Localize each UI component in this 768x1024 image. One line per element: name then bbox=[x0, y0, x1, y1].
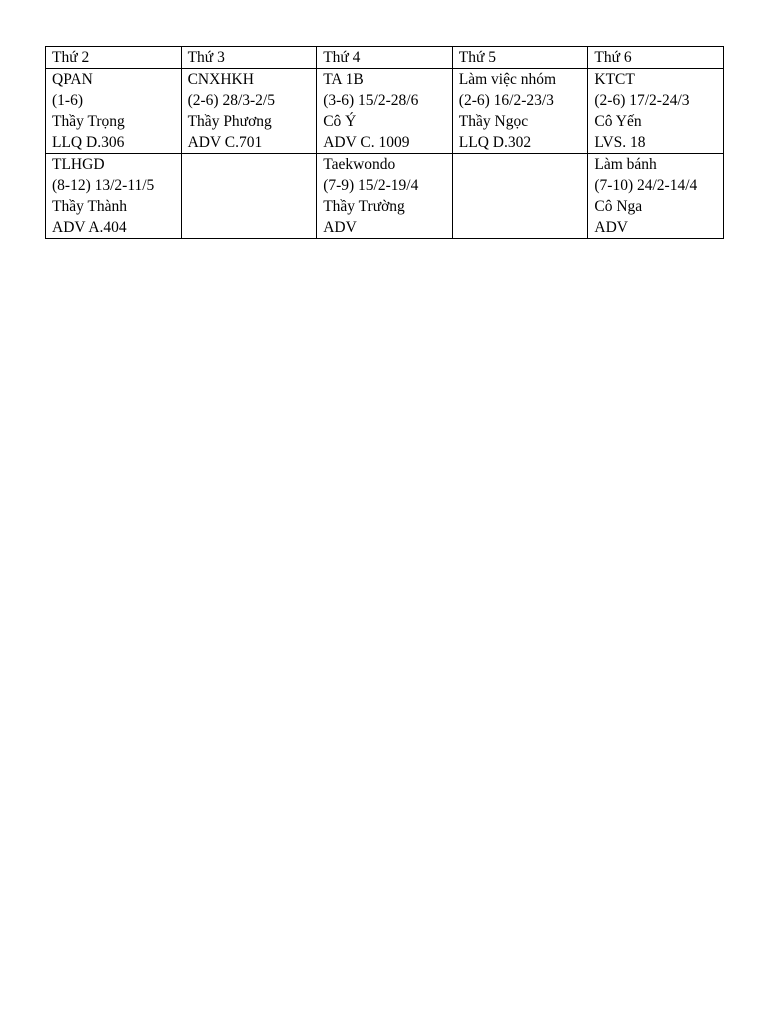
class-cell-thu-5 bbox=[452, 69, 588, 154]
course-name: QPAN bbox=[52, 71, 93, 88]
course-schedule: (8-12) 13/2-11/5 bbox=[52, 177, 155, 194]
course-name: TLHGD bbox=[52, 156, 105, 173]
course-schedule: (2-6) 28/3-2/5 bbox=[187, 92, 275, 109]
class-cell-thu-4 bbox=[317, 154, 453, 239]
course-teacher: Cô Yến bbox=[594, 113, 642, 130]
header-cell-thu-5: Thứ 5 bbox=[452, 47, 588, 69]
course-teacher: Thầy Trọng bbox=[52, 113, 125, 130]
course-room: ADV bbox=[323, 219, 357, 236]
course-schedule: (7-10) 24/2-14/4 bbox=[594, 177, 698, 194]
course-teacher: Cô Ý bbox=[323, 113, 357, 130]
course-name: TA 1B bbox=[323, 71, 364, 88]
empty-cell-thu-5 bbox=[452, 154, 588, 239]
course-name: Làm bánh bbox=[594, 156, 657, 173]
course-room: ADV bbox=[594, 219, 628, 236]
course-schedule: (7-9) 15/2-19/4 bbox=[323, 177, 419, 194]
table-row bbox=[46, 69, 724, 154]
table-header-row bbox=[46, 47, 724, 69]
course-room: LVS. 18 bbox=[594, 134, 646, 151]
class-cell-thu-6 bbox=[588, 154, 724, 239]
course-teacher: Thầy Ngọc bbox=[458, 113, 529, 130]
course-schedule: (1-6) bbox=[52, 92, 83, 109]
class-cell-thu-6 bbox=[588, 69, 724, 154]
class-cell-thu-3 bbox=[181, 69, 317, 154]
course-teacher: Thầy Trường bbox=[323, 198, 405, 215]
schedule-table bbox=[45, 46, 724, 239]
class-cell-thu-2 bbox=[46, 154, 182, 239]
course-teacher: Thầy Thành bbox=[52, 198, 128, 215]
course-room: LLQ D.306 bbox=[52, 134, 125, 151]
course-schedule: (2-6) 16/2-23/3 bbox=[458, 92, 554, 109]
course-schedule: (3-6) 15/2-28/6 bbox=[323, 92, 419, 109]
header-cell-thu-2: Thứ 2 bbox=[46, 47, 182, 69]
course-schedule: (2-6) 17/2-24/3 bbox=[594, 92, 690, 109]
course-room: ADV C. 1009 bbox=[323, 134, 410, 151]
table-row bbox=[46, 154, 724, 239]
course-teacher: Thầy Phương bbox=[187, 113, 272, 130]
course-name: CNXHKH bbox=[187, 71, 254, 88]
course-room: LLQ D.302 bbox=[458, 134, 532, 151]
course-name: Taekwondo bbox=[323, 156, 396, 173]
header-cell-thu-3: Thứ 3 bbox=[181, 47, 317, 69]
course-name: KTCT bbox=[594, 71, 635, 88]
header-cell-thu-4: Thứ 4 bbox=[317, 47, 453, 69]
course-name: Làm việc nhóm bbox=[458, 71, 557, 88]
class-cell-thu-2 bbox=[46, 69, 182, 154]
header-cell-thu-6: Thứ 6 bbox=[588, 47, 724, 69]
course-room: ADV C.701 bbox=[187, 134, 263, 151]
empty-cell-thu-3 bbox=[181, 154, 317, 239]
course-teacher: Cô Nga bbox=[594, 198, 643, 215]
class-cell-thu-4 bbox=[317, 69, 453, 154]
course-room: ADV A.404 bbox=[52, 219, 127, 236]
